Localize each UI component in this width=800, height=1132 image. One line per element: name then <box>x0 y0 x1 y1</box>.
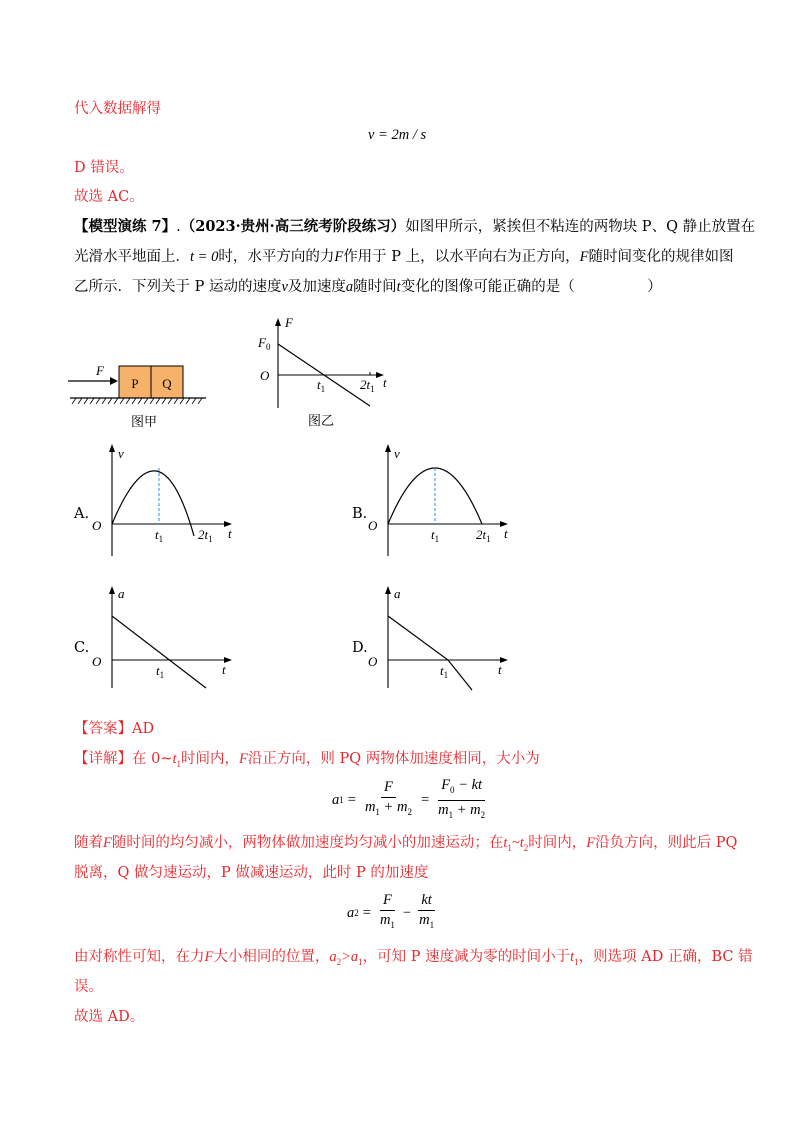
d-t-label: t <box>498 662 502 677</box>
problem-sep: . <box>176 219 181 235</box>
eq1-frac-2: $\frac{F_0 - kt}{m_1 + m_2}$ <box>438 776 486 820</box>
eq1-frac-1: $\frac{F}{m_1 + m_2}$ <box>364 779 412 817</box>
problem-F: F <box>334 249 344 265</box>
option-c-graph <box>88 580 248 695</box>
a-t-label: t <box>228 526 232 541</box>
jia-caption: 图甲 <box>130 414 158 429</box>
d-t1-label: $t_1$ <box>440 663 449 680</box>
block-q-label: Q <box>162 376 172 391</box>
yi-F0-label: $F_0$ <box>258 335 271 352</box>
b-t1-label: $t_1$ <box>431 527 440 544</box>
problem-text-b4: 随时间变化的规律如图 <box>588 249 734 265</box>
problem-t: t <box>396 279 401 295</box>
option-a-graph <box>88 438 248 563</box>
answer-label: 【答案】AD <box>74 721 155 737</box>
c-t-label: t <box>222 662 226 677</box>
velocity-equation: v = 2m / s <box>368 127 427 143</box>
choose-ac-text: 故选 AC。 <box>74 189 144 205</box>
problem-v: v <box>281 279 288 295</box>
ground-hatching <box>72 398 202 404</box>
yi-F-label: F <box>285 315 293 330</box>
c-a-label: a <box>118 586 125 601</box>
b-v-label: v <box>394 446 400 461</box>
yi-t1-label: $t_1$ <box>317 377 326 394</box>
problem-F2: F <box>579 249 589 265</box>
problem-text-c3: 随时间 <box>353 279 397 295</box>
d-origin: O <box>368 654 378 669</box>
figure-jia <box>66 360 216 435</box>
option-d-graph <box>364 580 524 695</box>
yi-y-arrow <box>275 318 281 326</box>
d-a-label: a <box>394 586 401 601</box>
figure-yi <box>250 312 410 434</box>
a-2t1-label: $2t_1$ <box>198 527 213 544</box>
block-p-label: P <box>131 376 139 391</box>
problem-line-1 <box>74 216 755 238</box>
equation-a1: a 1 = $\frac{F}{m_1 + m_2}$ = $\frac{F_0 - kt}{m_1 + m_2}$ <box>332 776 490 824</box>
problem-line-3 <box>74 276 662 298</box>
a-velocity-curve <box>112 471 194 536</box>
yi-caption: 图乙 <box>307 413 335 428</box>
detail-t1: $t_1$ <box>172 751 182 769</box>
substitute-text: 代入数据解得 <box>74 101 161 117</box>
yi-2t1-label: $2t_1$ <box>360 377 375 394</box>
a-v-label: v <box>118 446 124 461</box>
a-y-arrow <box>109 444 115 452</box>
d-y-arrow <box>385 586 391 594</box>
c-t1-label: $t_1$ <box>156 663 165 680</box>
jia-force-arrowhead <box>110 377 118 385</box>
problem-text-c4: 变化的图像可能正确的是（ ） <box>400 279 662 295</box>
detail-line-2: 随着F随时间的均匀减小，两物体做加速度均匀减小的加速运动；在$t_1\sim t_2$时间内，F沿负方向，则此后 PQ <box>74 835 738 853</box>
b-y-arrow <box>385 444 391 452</box>
detail-text-c: 沿正方向，则 PQ 两物体加速度相同，大小为 <box>247 751 540 767</box>
d-accel-line <box>388 616 472 690</box>
problem-tag: 【模型演练 7】 <box>74 218 177 235</box>
option-b-label: B. <box>352 506 368 522</box>
c-y-arrow <box>109 586 115 594</box>
b-origin: O <box>368 518 378 533</box>
d-wrong-text: D 错误。 <box>74 160 134 176</box>
detail-line-5: 误。 <box>74 979 103 995</box>
detail-line-1 <box>74 748 540 775</box>
detail-line-4: 由对称性可知，在力F大小相同的位置，$a_2>a_1$，可知 P 速度减为零的时间小于$t_1$，则选项 AD 正确，BC 错 <box>74 949 753 967</box>
equation-a2: a 2 = $\frac{F}{m_1}$ − $\frac{kt}{m_1}$ <box>347 889 439 937</box>
yi-t-label: t <box>383 375 387 390</box>
problem-line-2 <box>74 246 734 268</box>
problem-text-c1: 乙所示．下列关于 P 运动的速度 <box>74 279 282 295</box>
eq2-frac-2: $\frac{kt}{m_1}$ <box>419 892 435 930</box>
detail-line-3: 脱离，Q 做匀速运动，P 做减速运动，此时 P 的加速度 <box>74 865 429 881</box>
c-origin: O <box>92 654 102 669</box>
problem-text-b2: 时，水平方向的力 <box>218 249 335 265</box>
problem-text-a: 如图甲所示，紧挨但不粘连的两物块 P、Q 静止放置在 <box>405 219 756 235</box>
option-d-label: D. <box>352 640 368 656</box>
option-b-graph <box>364 438 524 563</box>
problem-text-b1: 光滑水平地面上． <box>74 249 190 265</box>
option-a-label: A. <box>74 506 90 522</box>
b-t-label: t <box>504 526 508 541</box>
eq2-frac-1: $\frac{F}{m_1}$ <box>379 892 395 930</box>
detail-F: F <box>239 751 248 767</box>
a-t1-label: $t_1$ <box>155 527 164 544</box>
problem-text-c2: 及加速度 <box>287 279 346 295</box>
detail-tag: 【详解】 <box>74 751 132 767</box>
b-2t1-label: $2t_1$ <box>476 527 491 544</box>
problem-text-b3: 作用于 P 上，以水平向右为正方向， <box>343 249 580 265</box>
problem-source: （2023·贵州·高三统考阶段练习） <box>180 218 406 235</box>
option-c-label: C. <box>74 640 90 656</box>
a-origin: O <box>92 518 102 533</box>
jia-force-label: F <box>96 363 104 378</box>
detail-text-b: 时间内， <box>181 751 240 767</box>
problem-a: a <box>345 279 354 295</box>
detail-text-a: 在 0~ <box>132 751 173 767</box>
yi-origin: O <box>260 368 270 383</box>
problem-t0: t = 0 <box>190 249 219 265</box>
final-answer: 故选 AD。 <box>74 1009 145 1025</box>
